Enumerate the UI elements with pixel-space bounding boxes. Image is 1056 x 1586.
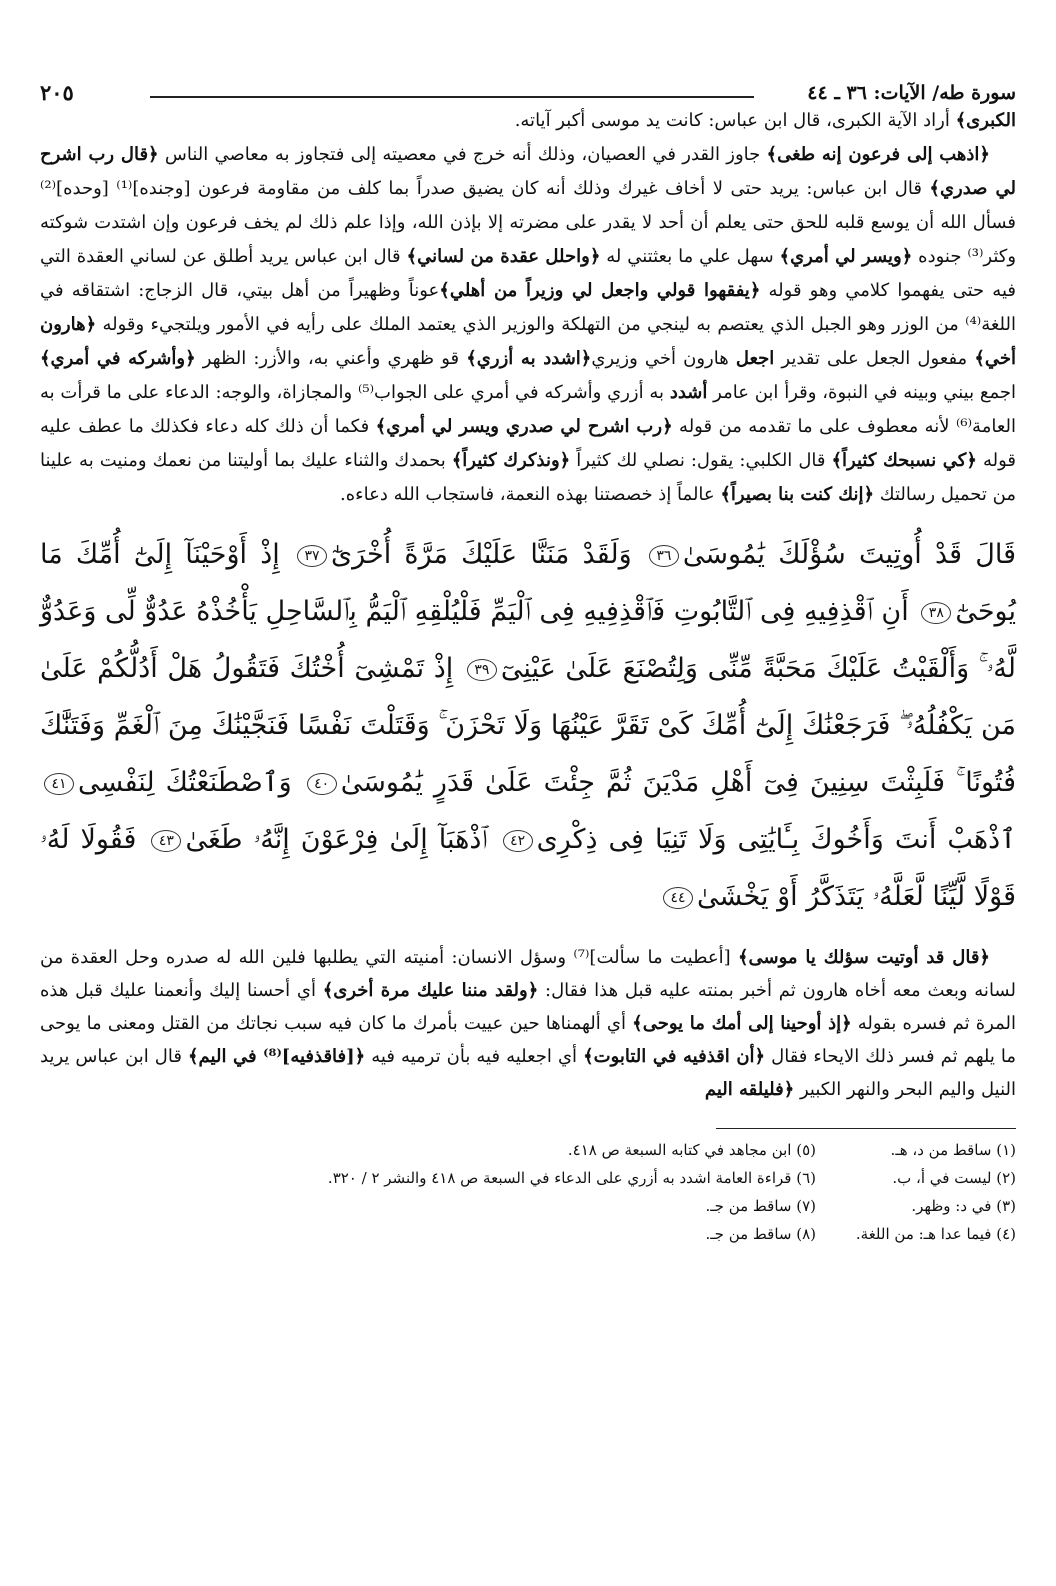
commentary-section-2 <box>40 941 1016 1106</box>
commentary-text: أي أحسنا إليك وأنعمنا عليك قبل هذه المرة ثم فسره بقوله <box>40 980 1016 1034</box>
commentary-text: هارون أخي وزيري <box>591 348 736 369</box>
footnote: (٢) ليست في أ، ب. <box>892 1169 1016 1187</box>
commentary-text: فكما أن ذلك كله دعاء فكذلك ما عطف عليه قوله <box>40 416 1016 471</box>
verse-number-marker: ٤٢ <box>503 830 533 852</box>
verse-text: وَٱصْطَنَعْتُكَ لِنَفْسِى <box>78 767 292 798</box>
quran-quote: ﴿فليلقه اليم <box>704 1079 795 1100</box>
commentary-text: به أزري وأشركه في أمري على الجواب⁽⁵⁾ والمجازاة، والوجه: الدعاء على ما قرأت به العامة⁽⁶⁾ لأنه معطوف على ما تقدمه من قوله <box>40 382 1017 437</box>
verse-number-marker: ٣٦ <box>649 545 679 567</box>
verse-text: فَقُولَا لَهُۥ قَوْلًا لَّيِّنًا لَّعَلَّهُۥ يَتَذَكَّرُ أَوْ يَخْشَىٰ <box>40 824 1016 912</box>
surah-title: سورة طه/ الآيات: ٣٦ ـ ٤٤ <box>807 82 1016 104</box>
commentary-text: جاوز القدر في العصيان، وذلك أنه خرج في معصيته إلى فتجاوز به معاصي الناس <box>158 144 767 165</box>
commentary-text: أي ألهمناها حين عييت بأمرك ما كان فيه سبب نجاتك من القتل ومعنى ما يوحى ما يلهم ثم فسر ذلك الايحاء فقال <box>40 1013 1017 1067</box>
quran-quote: ﴿يفقهوا قولي واجعل لي وزيراً من أهلي﴾ <box>439 280 761 301</box>
emphasis: اجعل <box>735 348 775 369</box>
footnote-gap <box>40 1223 416 1245</box>
footnote: (٦) قراءة العامة اشدد به أزري على الدعاء في السبعة ص ٤١٨ والنشر ٢ / ٣٢٠. <box>327 1169 816 1187</box>
quran-quote: ﴿أن اقذفيه في التابوت﴾ <box>583 1046 766 1067</box>
quran-quote: ﴿قال رب اشرح لي صدري﴾ <box>40 144 1016 199</box>
commentary-text: عالماً إذ خصصتنا بهذه النعمة، فاستجاب الله دعاءه. <box>340 484 721 505</box>
quran-quote: ﴿ونذكرك كثيراً﴾ <box>451 450 571 471</box>
quran-quote: ﴿كي نسبحك كثيراً﴾ <box>831 450 977 471</box>
commentary-paragraph <box>40 138 1016 512</box>
footnote: (٣) في د: وظهر. <box>911 1197 1016 1215</box>
page-header <box>40 60 1016 104</box>
footnote: (٥) ابن مجاهد في كتابه السبعة ص ٤١٨. <box>567 1141 816 1159</box>
quran-quote: ﴿واحلل عقدة من لساني﴾ <box>406 246 601 267</box>
footnote-rule <box>716 1128 1016 1129</box>
quran-quote: ﴿ويسر لي أمري﴾ <box>779 246 913 267</box>
commentary-text: قال ابن عباس يريد أطلق عن لساني العقدة التي فيه حتى يفهموا كلامي وهو قوله <box>40 246 1016 301</box>
quran-quote: ﴿قال قد أوتيت سؤلك يا موسى﴾ <box>737 947 990 968</box>
commentary-section <box>40 104 1016 512</box>
commentary-text: قو ظهري وأعني به، والأزر: الظهر <box>195 348 467 369</box>
verse-text: ٱذْهَبَآ إِلَىٰ فِرْعَوْنَ إِنَّهُۥ طَغَىٰ <box>185 824 488 855</box>
commentary-text: عوناً وظهيراً من أهل بيتي، قال الزجاج: اشتقاقه في اللغة⁽⁴⁾ من الوزر وهو الجبل الذي يعتصم به لينجي من التهلكة والوزير الذي يعتمد الملك على رأيه في الأمور ويلتجيء وقوله <box>40 280 1016 335</box>
verse-text: وَلَقَدْ مَنَنَّا عَلَيْكَ مَرَّةً أُخْرَىٰٓ <box>331 539 632 570</box>
verse-text: قَالَ قَدْ أُوتِيتَ سُؤْلَكَ يَٰمُوسَىٰ <box>682 539 1016 570</box>
quran-quote: ﴿هارون أخي﴾ <box>40 314 1016 369</box>
verse-number-marker: ٣٨ <box>921 602 951 624</box>
verse-number-marker: ٣٧ <box>297 545 327 567</box>
footnote: (١) ساقط من د، هـ. <box>890 1141 1016 1159</box>
commentary-text: سهل علي ما بعثتني له <box>600 246 780 267</box>
commentary-paragraph <box>40 104 1016 138</box>
verse-number-marker: ٣٩ <box>467 659 497 681</box>
footnote: (٧) ساقط من جـ. <box>705 1197 816 1215</box>
verse-text: إِذْ تَمْشِىٓ أُخْتُكَ فَتَقُولُ هَلْ أَدُلُّكُمْ عَلَىٰ مَن يَكْفُلُهُۥ ۖ فَرَجَعْنَٰكَ إِلَىٰٓ أُمِّكَ كَىْ تَقَرَّ عَيْنُهَا وَلَا تَحْزَنَ ۚ وَقَتَلْتَ نَفْسًا فَنَجَّيْنَٰكَ مِنَ ٱلْغَمِّ وَفَتَنَّٰكَ فُتُونًا ۚ فَلَبِثْتَ سِنِينَ فِىٓ أَهْلِ مَدْيَنَ ثُمَّ جِئْتَ عَلَىٰ قَدَرٍ يَٰمُوسَىٰ <box>40 653 1016 798</box>
footnote: (٨) ساقط من جـ. <box>705 1225 816 1243</box>
footnote-gap <box>40 1139 416 1161</box>
commentary-text: أي اجعليه فيه بأن ترميه فيه <box>365 1046 584 1067</box>
verse-text: إِذْ أَوْحَيْنَآ إِلَىٰٓ أُمِّكَ مَا يُوحَىٰٓ <box>40 539 1016 627</box>
quran-quote: ﴿[فاقذفيه]⁽⁸⁾ في اليم﴾ <box>188 1046 366 1067</box>
commentary-text: اجمع بيني وبينه في النبوة، وقرأ ابن عامر <box>707 382 1017 403</box>
commentary-text: [أعطيت ما سألت]⁽⁷⁾ وسؤل الانسان: أمنيته التي يطلبها فلين الله له صدره وحل العقدة من لسانه وبعث معه أخاه هارون ثم أخبر بمنته عليه قبل هذا فقال: <box>40 947 1016 1001</box>
verse-number-marker: ٤٤ <box>663 887 693 909</box>
commentary-text: قال ابن عباس: يريد حتى لا أخاف غيرك وذلك أنه كان يضيق صدراً بما كلف من مقاومة فرعون [وجنده]⁽¹⁾ [وحده]⁽²⁾ فسأل الله أن يوسع قلبه للحق حتى يعلم أن أحد لا يقدر على مضرته إلا بإذن الله، وإذا علم ذلك لم يخف فرعون وإن اشتدت شوكته وكثر⁽³⁾ جنوده <box>40 178 1017 267</box>
verse-number-marker: ٤١ <box>44 773 74 795</box>
commentary-text: قال ابن عباس يريد النيل واليم البحر والنهر الكبير <box>40 1046 1016 1100</box>
emphasis: أشدد <box>669 382 708 403</box>
header-rule <box>150 96 754 98</box>
quran-quote: ﴿إنك كنت بنا بصيراً﴾ <box>720 484 875 505</box>
book-page <box>40 60 1016 1570</box>
verse-text: ٱذْهَبْ أَنتَ وَأَخُوكَ بِـَٔايَٰتِى وَلَا تَنِيَا فِى ذِكْرِى <box>536 824 1016 855</box>
page-number: ٢٠٥ <box>40 80 74 105</box>
verse-number-marker: ٤٣ <box>151 830 181 852</box>
commentary-text: قال الكلبي: يقول: نصلي لك كثيراً <box>570 450 832 471</box>
footnotes <box>40 1139 1016 1245</box>
quran-quote: ﴿ولقد مننا عليك مرة أخرى﴾ <box>322 980 539 1001</box>
commentary-text: مفعول الجعل على تقدير <box>774 348 975 369</box>
quran-quote: ﴿اذهب إلى فرعون إنه طغى﴾ <box>766 144 990 165</box>
commentary-text: أراد الآية الكبرى، قال ابن عباس: كانت يد موسى أكبر آياته. <box>514 110 956 131</box>
quran-quote: ﴿وأشركه في أمري﴾ <box>40 348 196 369</box>
quran-quote: ﴿رب اشرح لي صدري ويسر لي أمري﴾ <box>375 416 673 437</box>
footnote: (٤) فيما عدا هـ: من اللغة. <box>855 1225 1016 1243</box>
verse-number-marker: ٤٠ <box>307 773 337 795</box>
verse-text: أَنِ ٱقْذِفِيهِ فِى ٱلتَّابُوتِ فَٱقْذِفِيهِ فِى ٱلْيَمِّ فَلْيُلْقِهِ ٱلْيَمُّ بِٱلسَّاحِلِ يَأْخُذْهُ عَدُوٌّ لِّى وَعَدُوٌّ لَّهُۥ ۚ وَأَلْقَيْتُ عَلَيْكَ مَحَبَّةً مِّنِّى وَلِتُصْنَعَ عَلَىٰ عَيْنِىٓ <box>40 596 1016 684</box>
footnote-gap <box>40 1195 416 1217</box>
quran-quote: الكبرى﴾ <box>955 110 1016 131</box>
commentary-text: بحمدك والثناء عليك بما أوليتنا من نعمك ومنيت به علينا من تحميل رسالتك <box>40 450 1016 505</box>
quran-quote: ﴿اشدد به أزري﴾ <box>466 348 592 369</box>
quran-verses-block <box>40 526 1016 925</box>
commentary-paragraph <box>40 941 1016 1106</box>
quran-quote: ﴿إذ أوحينا إلى أمك ما يوحى﴾ <box>632 1013 852 1034</box>
